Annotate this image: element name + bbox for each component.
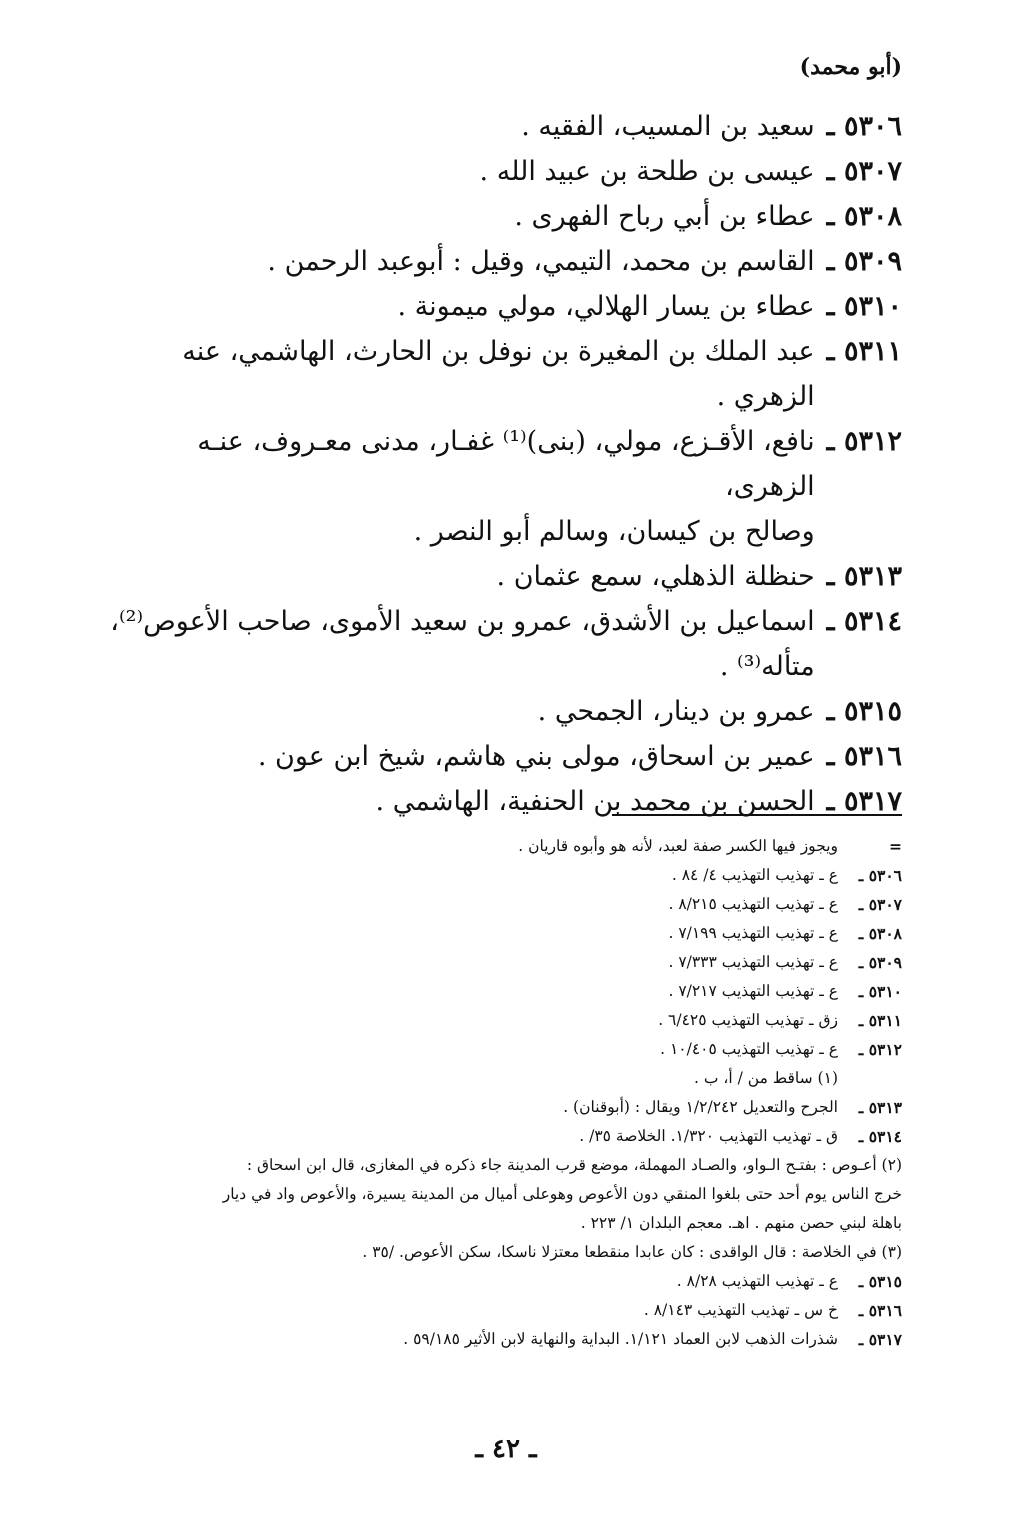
footnote-text: (٣) في الخلاصة : قال الواقدى : كان عابدا منقطعا معتزلا ناسكا، سكن الأعوص. /٣٥ . bbox=[362, 1243, 902, 1261]
footnote-separator bbox=[612, 814, 902, 816]
note-number: ٥٣١١ ـ bbox=[858, 1011, 902, 1030]
note-continuation bbox=[102, 832, 902, 861]
footnote-text: (١) ساقط من / أ، ب . bbox=[694, 1069, 838, 1087]
note-text: ق ـ تهذيب التهذيب ١/٣٢٠. الخلاصة ٣٥/ . bbox=[579, 1127, 838, 1145]
entry-text-continued: متأله⁽³⁾ . bbox=[719, 651, 815, 682]
note-number: ٥٣٠٦ ـ bbox=[858, 866, 902, 885]
note-number: ٥٣١٢ ـ bbox=[858, 1040, 902, 1059]
entry-number: ٥٣١٢ ـ bbox=[826, 426, 902, 457]
note-number: ٥٣١٠ ـ bbox=[858, 982, 902, 1001]
running-header: (أبو محمد) bbox=[799, 54, 902, 80]
entry-text: القاسم بن محمد، التيمي، وقيل : أبوعبد الرحمن . bbox=[267, 246, 815, 277]
note-text: زق ـ تهذيب التهذيب ٦/٤٢٥ . bbox=[658, 1011, 838, 1029]
entry-text: عطاء بن أبي رباح الفهرى . bbox=[514, 201, 815, 232]
note-text: ع ـ تهذيب التهذيب ٨/٢١٥ . bbox=[668, 895, 838, 913]
entry-text-continued: وصالح بن كيسان، وسالم أبو النصر . bbox=[413, 516, 815, 547]
note-text: الجرح والتعديل ١/٢/٢٤٢ ويقال : (أبوقنان) . bbox=[563, 1098, 838, 1116]
entry-text: اسماعيل بن الأشدق، عمرو بن سعيد الأموى، صاحب الأعوص⁽²⁾، bbox=[110, 606, 815, 637]
note-number: ٥٣١٧ ـ bbox=[858, 1330, 902, 1349]
note-5310 bbox=[102, 977, 902, 1006]
entry-5315 bbox=[102, 689, 902, 734]
entry-number: ٥٣١٧ ـ bbox=[826, 786, 902, 817]
note-number: ٥٣٠٩ ـ bbox=[858, 953, 902, 972]
entry-5306 bbox=[102, 104, 902, 149]
note-5306 bbox=[102, 861, 902, 890]
footnote-3 bbox=[102, 1238, 902, 1267]
entry-5312 bbox=[102, 419, 902, 554]
entry-text: عمير بن اسحاق، مولى بني هاشم، شيخ ابن عون . bbox=[257, 741, 815, 772]
entry-5309 bbox=[102, 239, 902, 284]
note-5312 bbox=[102, 1035, 902, 1064]
entry-text: عبد الملك بن المغيرة بن نوفل بن الحارث، الهاشمي، عنه الزهري . bbox=[182, 336, 815, 412]
note-text: ويجوز فيها الكسر صفة لعبد، لأنه هو وأبوه قاريان . bbox=[518, 837, 838, 855]
note-5314 bbox=[102, 1122, 902, 1151]
note-number: ٥٣١٦ ـ bbox=[858, 1301, 902, 1320]
note-number: ٥٣١٥ ـ bbox=[858, 1272, 902, 1291]
note-text: ع ـ تهذيب التهذيب ٤/ ٨٤ . bbox=[671, 866, 838, 884]
note-5315 bbox=[102, 1267, 902, 1296]
entry-5317 bbox=[102, 779, 902, 824]
entry-text: عيسى بن طلحة بن عبيد الله . bbox=[479, 156, 815, 187]
note-text: ع ـ تهذيب التهذيب ٨/٢٨ . bbox=[676, 1272, 838, 1290]
page-number: ـ ٤٢ ـ bbox=[475, 1434, 537, 1464]
entry-text: نافع، الأقـزع، مولي، (بنى)⁽¹⁾ غفـار، مدنى معـروف، عنـه الزهرى، bbox=[197, 426, 815, 502]
entry-5316 bbox=[102, 734, 902, 779]
footnote-line: باهلة لبني حصن منهم . اهـ. معجم البلدان ١/ ٢٢٣ . bbox=[580, 1214, 902, 1232]
note-text: ع ـ تهذيب التهذيب ٧/١٩٩ . bbox=[668, 924, 838, 942]
note-number: ٥٣١٤ ـ bbox=[858, 1127, 902, 1146]
entry-5310 bbox=[102, 284, 902, 329]
footnote-line: خرج الناس يوم أحد حتى بلغوا المنقي دون الأعوص وهوعلى أميال من المدينة يسيرة، والأعوص واد في ديار bbox=[222, 1185, 902, 1203]
entry-5311 bbox=[102, 329, 902, 419]
entry-list bbox=[102, 104, 902, 824]
footnote-1 bbox=[102, 1064, 902, 1093]
note-number: ٥٣٠٧ ـ bbox=[858, 895, 902, 914]
footnote-2 bbox=[102, 1151, 902, 1238]
entry-number: ٥٣٠٩ ـ bbox=[826, 246, 902, 277]
entry-5307 bbox=[102, 149, 902, 194]
footnote-line: (٢) أعـوص : بفتـح الـواو، والصـاد المهملة، موضع قرب المدينة جاء ذكره في المغازى، قال ابن اسحاق : bbox=[246, 1156, 902, 1174]
entry-number: ٥٣١٦ ـ bbox=[826, 741, 902, 772]
footnotes bbox=[102, 832, 902, 1354]
note-5309 bbox=[102, 948, 902, 977]
entry-text: حنظلة الذهلي، سمع عثمان . bbox=[496, 561, 815, 592]
entry-number: ٥٣٠٨ ـ bbox=[826, 201, 902, 232]
note-5317 bbox=[102, 1325, 902, 1354]
note-5308 bbox=[102, 919, 902, 948]
note-text: شذرات الذهب لابن العماد ١/١٢١. البداية والنهاية لابن الأثير ٥٩/١٨٥ . bbox=[403, 1330, 838, 1348]
entry-number: ٥٣١٣ ـ bbox=[826, 561, 902, 592]
entry-number: ٥٣١٤ ـ bbox=[826, 606, 902, 637]
note-5316 bbox=[102, 1296, 902, 1325]
entry-number: ٥٣١٠ ـ bbox=[826, 291, 902, 322]
note-5313 bbox=[102, 1093, 902, 1122]
entry-text: عطاء بن يسار الهلالي، مولي ميمونة . bbox=[397, 291, 815, 322]
note-marker: = bbox=[889, 837, 902, 856]
note-text: خ س ـ تهذيب التهذيب ٨/١٤٣ . bbox=[643, 1301, 838, 1319]
note-5307 bbox=[102, 890, 902, 919]
entry-number: ٥٣٠٦ ـ bbox=[826, 111, 902, 142]
entry-number: ٥٣١٥ ـ bbox=[826, 696, 902, 727]
entry-5308 bbox=[102, 194, 902, 239]
note-text: ع ـ تهذيب التهذيب ٧/٢١٧ . bbox=[668, 982, 838, 1000]
entry-5313 bbox=[102, 554, 902, 599]
note-number: ٥٣٠٨ ـ bbox=[858, 924, 902, 943]
entry-number: ٥٣١١ ـ bbox=[826, 336, 902, 367]
entry-text: الحسن بن محمد بن الحنفية، الهاشمي . bbox=[375, 786, 815, 817]
note-number: ٥٣١٣ ـ bbox=[858, 1098, 902, 1117]
entry-number: ٥٣٠٧ ـ bbox=[826, 156, 902, 187]
entry-text: سعيد بن المسيب، الفقيه . bbox=[521, 111, 815, 142]
note-5311 bbox=[102, 1006, 902, 1035]
note-text: ع ـ تهذيب التهذيب ١٠/٤٠٥ . bbox=[660, 1040, 838, 1058]
entry-5314 bbox=[102, 599, 902, 689]
entry-text: عمرو بن دينار، الجمحي . bbox=[537, 696, 815, 727]
note-text: ع ـ تهذيب التهذيب ٧/٣٣٣ . bbox=[668, 953, 838, 971]
